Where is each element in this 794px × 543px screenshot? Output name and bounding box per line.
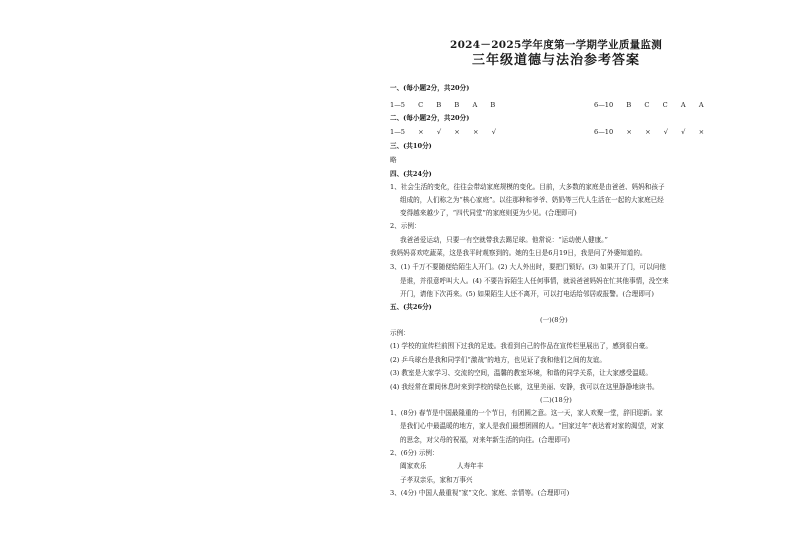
section2-answers-6-10: 6—10 × × √ √ × [594, 128, 705, 136]
section4-line: 1、社会生活的变化，往往会带动家庭规模的变化。目前，大多数的家庭是由爸爸、妈妈和孩子 [390, 183, 665, 191]
section5-part2-line: 2、(6分) 示例： [390, 449, 439, 457]
title-year: 2024－2025学年度第一学期学业质量监测 [449, 39, 663, 51]
section4-line: 3、(1) 千万不要随便给陌生人开门。(2) 大人外出时，要把门锁好。(3) 如果开了门，可以问他 [390, 263, 666, 271]
section5-phrase-2: 人寿年丰 [457, 462, 484, 470]
section5-phrase-1: 阖家欢乐 [400, 462, 427, 470]
section4-heading: 四、(共24分) [390, 170, 432, 178]
section2-heading: 二、(每小题2分，共20分) [390, 114, 470, 122]
section4-line: 变得越来越少了，“四代同堂”的家庭则更为少见。(合理即可) [400, 209, 577, 217]
section5-part2-line: 的思念，对父母的祝福，对来年新生活的向往。(合理即可) [400, 436, 570, 444]
section5-part1-line: (3) 教室是大家学习、交流的空间，温馨的教室环境，和谐的同学关系，让大家感受温暖。 [390, 369, 652, 377]
section4-line: 是谁，并很意呼叫大人。(4) 不要告诉陌生人任何事情，就说爸爸妈妈在忙其他事情，没空来 [400, 277, 669, 285]
section5-part1-line: (2) 乒乓球台是我和同学们“激战”的地方，也见证了我和他们之间的友谊。 [390, 356, 606, 364]
section4-line: 2、示例： [390, 222, 421, 230]
section5-part1-line: (4) 我经常在课间休息时来到学校的绿色长廊，这里美丽、安静，我可以在这里静静地读书。 [390, 383, 659, 391]
section5-part2-line: 1、(8分) 春节是中国最隆重的一个节日，有团圆之意。这一天，家人欢聚一堂，辞旧迎新。家 [390, 409, 663, 417]
section5-part1-line: (1) 学校的宣传栏前围下过我的足迹。我看到自己的作品在宣传栏里展出了，感到很自豪。 [390, 342, 652, 350]
section1-answers-1-5: 1—5 C B B A B [390, 101, 496, 109]
section5-part1-heading: (一)(8分) [540, 316, 568, 324]
page-title: 三年级道德与法治参考答案 [471, 53, 640, 68]
section5-part2-line: 3、(4分) 中国人最重视“家”文化、家庭、亲情等。(合理即可) [390, 489, 570, 497]
section4-line: 我妈妈喜欢吃蔬菜，这是我平时观察到的。她的生日是6月19日，我是问了外婆知道的。 [390, 249, 647, 257]
section2-answers-1-5: 1—5 × √ × × √ [390, 128, 496, 136]
section5-phrase-3: 子孝双亲乐，家和万事兴 [400, 476, 473, 484]
section5-part2-line: 是我们心中最温暖的地方，家人是我们最想团圆的人。“回家过年”表达着对家的渴望，对家 [400, 422, 664, 430]
section1-heading: 一、(每小题2分，共20分) [390, 84, 470, 92]
section3-heading: 三、(共10分) [390, 142, 432, 150]
section5-part2-heading: (二)(18分) [540, 396, 572, 404]
section5-heading: 五、(共26分) [390, 303, 432, 311]
section3-answer: 略 [390, 156, 397, 164]
section1-answers-6-10: 6—10 B C C A A [594, 101, 704, 109]
section5-example-label: 示例： [390, 329, 410, 337]
section4-line: 我爸爸爱运动，只要一有空就带我去踢足球。他常说：“运动使人健康。” [400, 236, 608, 244]
section4-line: 组成的，人们称之为“核心家庭”。以往那种和爷爷、奶奶等三代人生活在一起的大家庭已经 [400, 196, 664, 204]
section4-line: 开门，请他下次再来。(5) 如果陌生人还不离开，可以打电话给邻居或报警。(合理即可) [400, 290, 654, 298]
